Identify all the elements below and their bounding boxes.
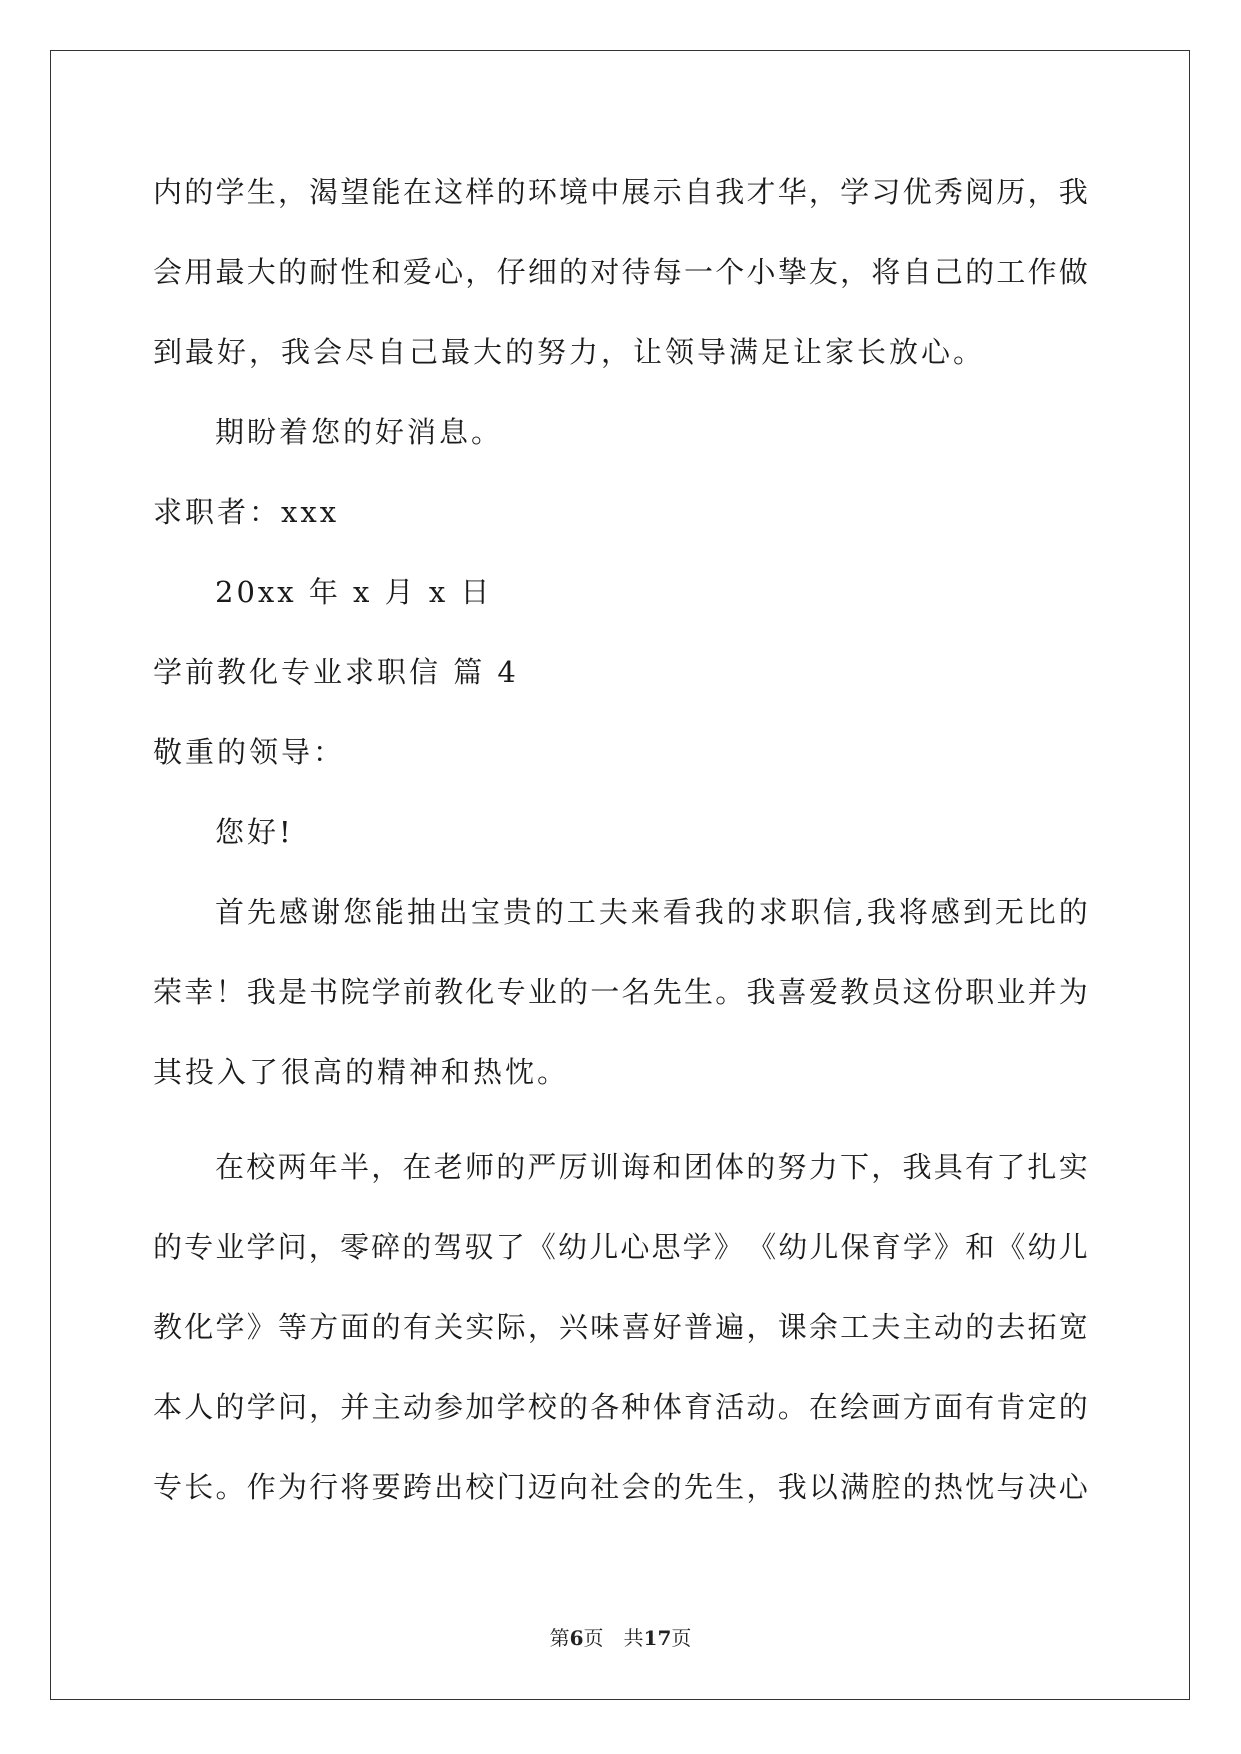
page-border: [50, 50, 1190, 1700]
body-line-4: 首 先 感 谢 您 能 抽 出 宝 贵 的 工 夫 来 看 我 的 求 职 信 , 我 将 感 到 无 比 的: [215, 895, 1088, 929]
body-line-11: 专 长 。 作 为 行 将 要 跨 出 校 门 迈 向 社 会 的 先 生 ， 我 以 满 腔 的 热 忱 与 决 心: [153, 1470, 1088, 1504]
body-line-7: 在 校 两 年 半 ， 在 老 师 的 严 厉 训 诲 和 团 体 的 努 力 下 ， 我 具 有 了 扎 实: [215, 1150, 1088, 1184]
body-line-8: 的 专 业 学 问 ， 零 碎 的 驾 驭 了 《 幼 儿 心 思 学 》 《 幼 儿 保 育 学 》 和 《 幼 儿: [153, 1230, 1088, 1264]
body-line-10: 本 人 的 学 问 ， 并 主 动 参 加 学 校 的 各 种 体 育 活 动 。 在 绘 画 方 面 有 肯 定 的: [153, 1390, 1088, 1424]
closing-line: 期盼着您的好消息。: [215, 415, 504, 449]
body-line-9: 教 化 学 》 等 方 面 的 有 关 实 际 ， 兴 味 喜 好 普 遍 ， 课 余 工 夫 主 动 的 去 拓 宽: [153, 1310, 1088, 1344]
footer-page-number: 6: [569, 1626, 584, 1650]
body-line-3: 到最好，我会尽自己最大的努力，让领导满足让家长放心。: [153, 335, 986, 369]
greeting: 您好!: [215, 815, 294, 849]
footer-prefix: 第: [549, 1626, 570, 1650]
footer-total-pages: 17: [643, 1626, 672, 1650]
body-line-2: 会 用 最 大 的 耐 性 和 爱 心 ， 仔 细 的 对 待 每 一 个 小 挚 友 ， 将 自 己 的 工 作 做: [153, 255, 1088, 289]
footer-suffix: 页: [671, 1626, 692, 1650]
page-footer: [0, 1625, 1241, 1651]
salutation: 敬重的领导：: [153, 735, 346, 769]
section-heading: 学前教化专业求职信 篇 4: [153, 655, 519, 689]
body-line-6: 其投入了很高的精神和热忱。: [153, 1055, 570, 1089]
letter-date: 20xx 年 x 月 x 日: [215, 575, 493, 609]
applicant-signature: 求职者：xxx: [153, 495, 340, 529]
body-line-1: 内 的 学 生 ， 渴 望 能 在 这 样 的 环 境 中 展 示 自 我 才 华 ， 学 习 优 秀 阅 历 ， 我: [153, 175, 1088, 209]
body-line-5: 荣 幸 ！ 我 是 书 院 学 前 教 化 专 业 的 一 名 先 生 。 我 喜 爱 教 员 这 份 职 业 并 为: [153, 975, 1088, 1009]
footer-mid: 页 共: [583, 1626, 644, 1650]
